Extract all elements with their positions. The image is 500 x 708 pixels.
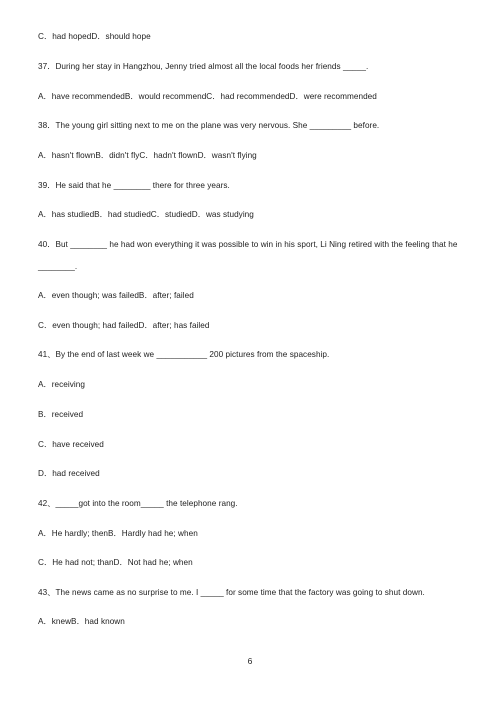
option-q41-d: D．had received: [38, 469, 100, 478]
option-q41-a: A．receiving: [38, 380, 85, 389]
question-42: 42、_____got into the room_____ the telephone rang.: [38, 499, 238, 508]
option-q41-b: B．received: [38, 410, 84, 419]
question-38: 38．The young girl sitting next to me on the plane was very nervous. She _________ before.: [38, 121, 380, 130]
question-40-continued: ________.: [38, 262, 78, 271]
options-q42-c-d: C．He had not; thanD．Not had he; when: [38, 558, 193, 567]
options-q42-a-b: A．He hardly; thenB．Hardly had he; when: [38, 529, 198, 538]
options-q39: A．has studiedB．had studiedC．studiedD．was studying: [38, 210, 254, 219]
question-39: 39．He said that he ________ there for three years.: [38, 181, 230, 190]
option-q41-c: C．have received: [38, 440, 104, 449]
question-40: 40．But ________ he had won everything it was possible to win in his sport, Li Ning retired with the feeling that he: [38, 240, 458, 249]
question-37: 37．During her stay in Hangzhou, Jenny tried almost all the local foods her friends _____.: [38, 62, 369, 71]
options-q37: A．have recommendedB．would recommendC．had recommendedD．were recommended: [38, 92, 377, 101]
options-q40-c-d: C．even though; had failedD．after; has failed: [38, 321, 210, 330]
question-43: 43、The news came as no surprise to me. I _____ for some time that the factory was going to shut down.: [38, 588, 425, 597]
question-41: 41、By the end of last week we ___________ 200 pictures from the spaceship.: [38, 350, 330, 359]
options-q40-a-b: A．even though; was failedB．after; failed: [38, 291, 194, 300]
option-line-c-d-q36: C．had hopedD．should hope: [38, 32, 151, 41]
options-q38: A．hasn't flownB．didn't flyC．hadn't flownD．wasn't flying: [38, 151, 257, 160]
page-number: 6: [247, 656, 253, 666]
options-q43: A．knewB．had known: [38, 617, 125, 626]
